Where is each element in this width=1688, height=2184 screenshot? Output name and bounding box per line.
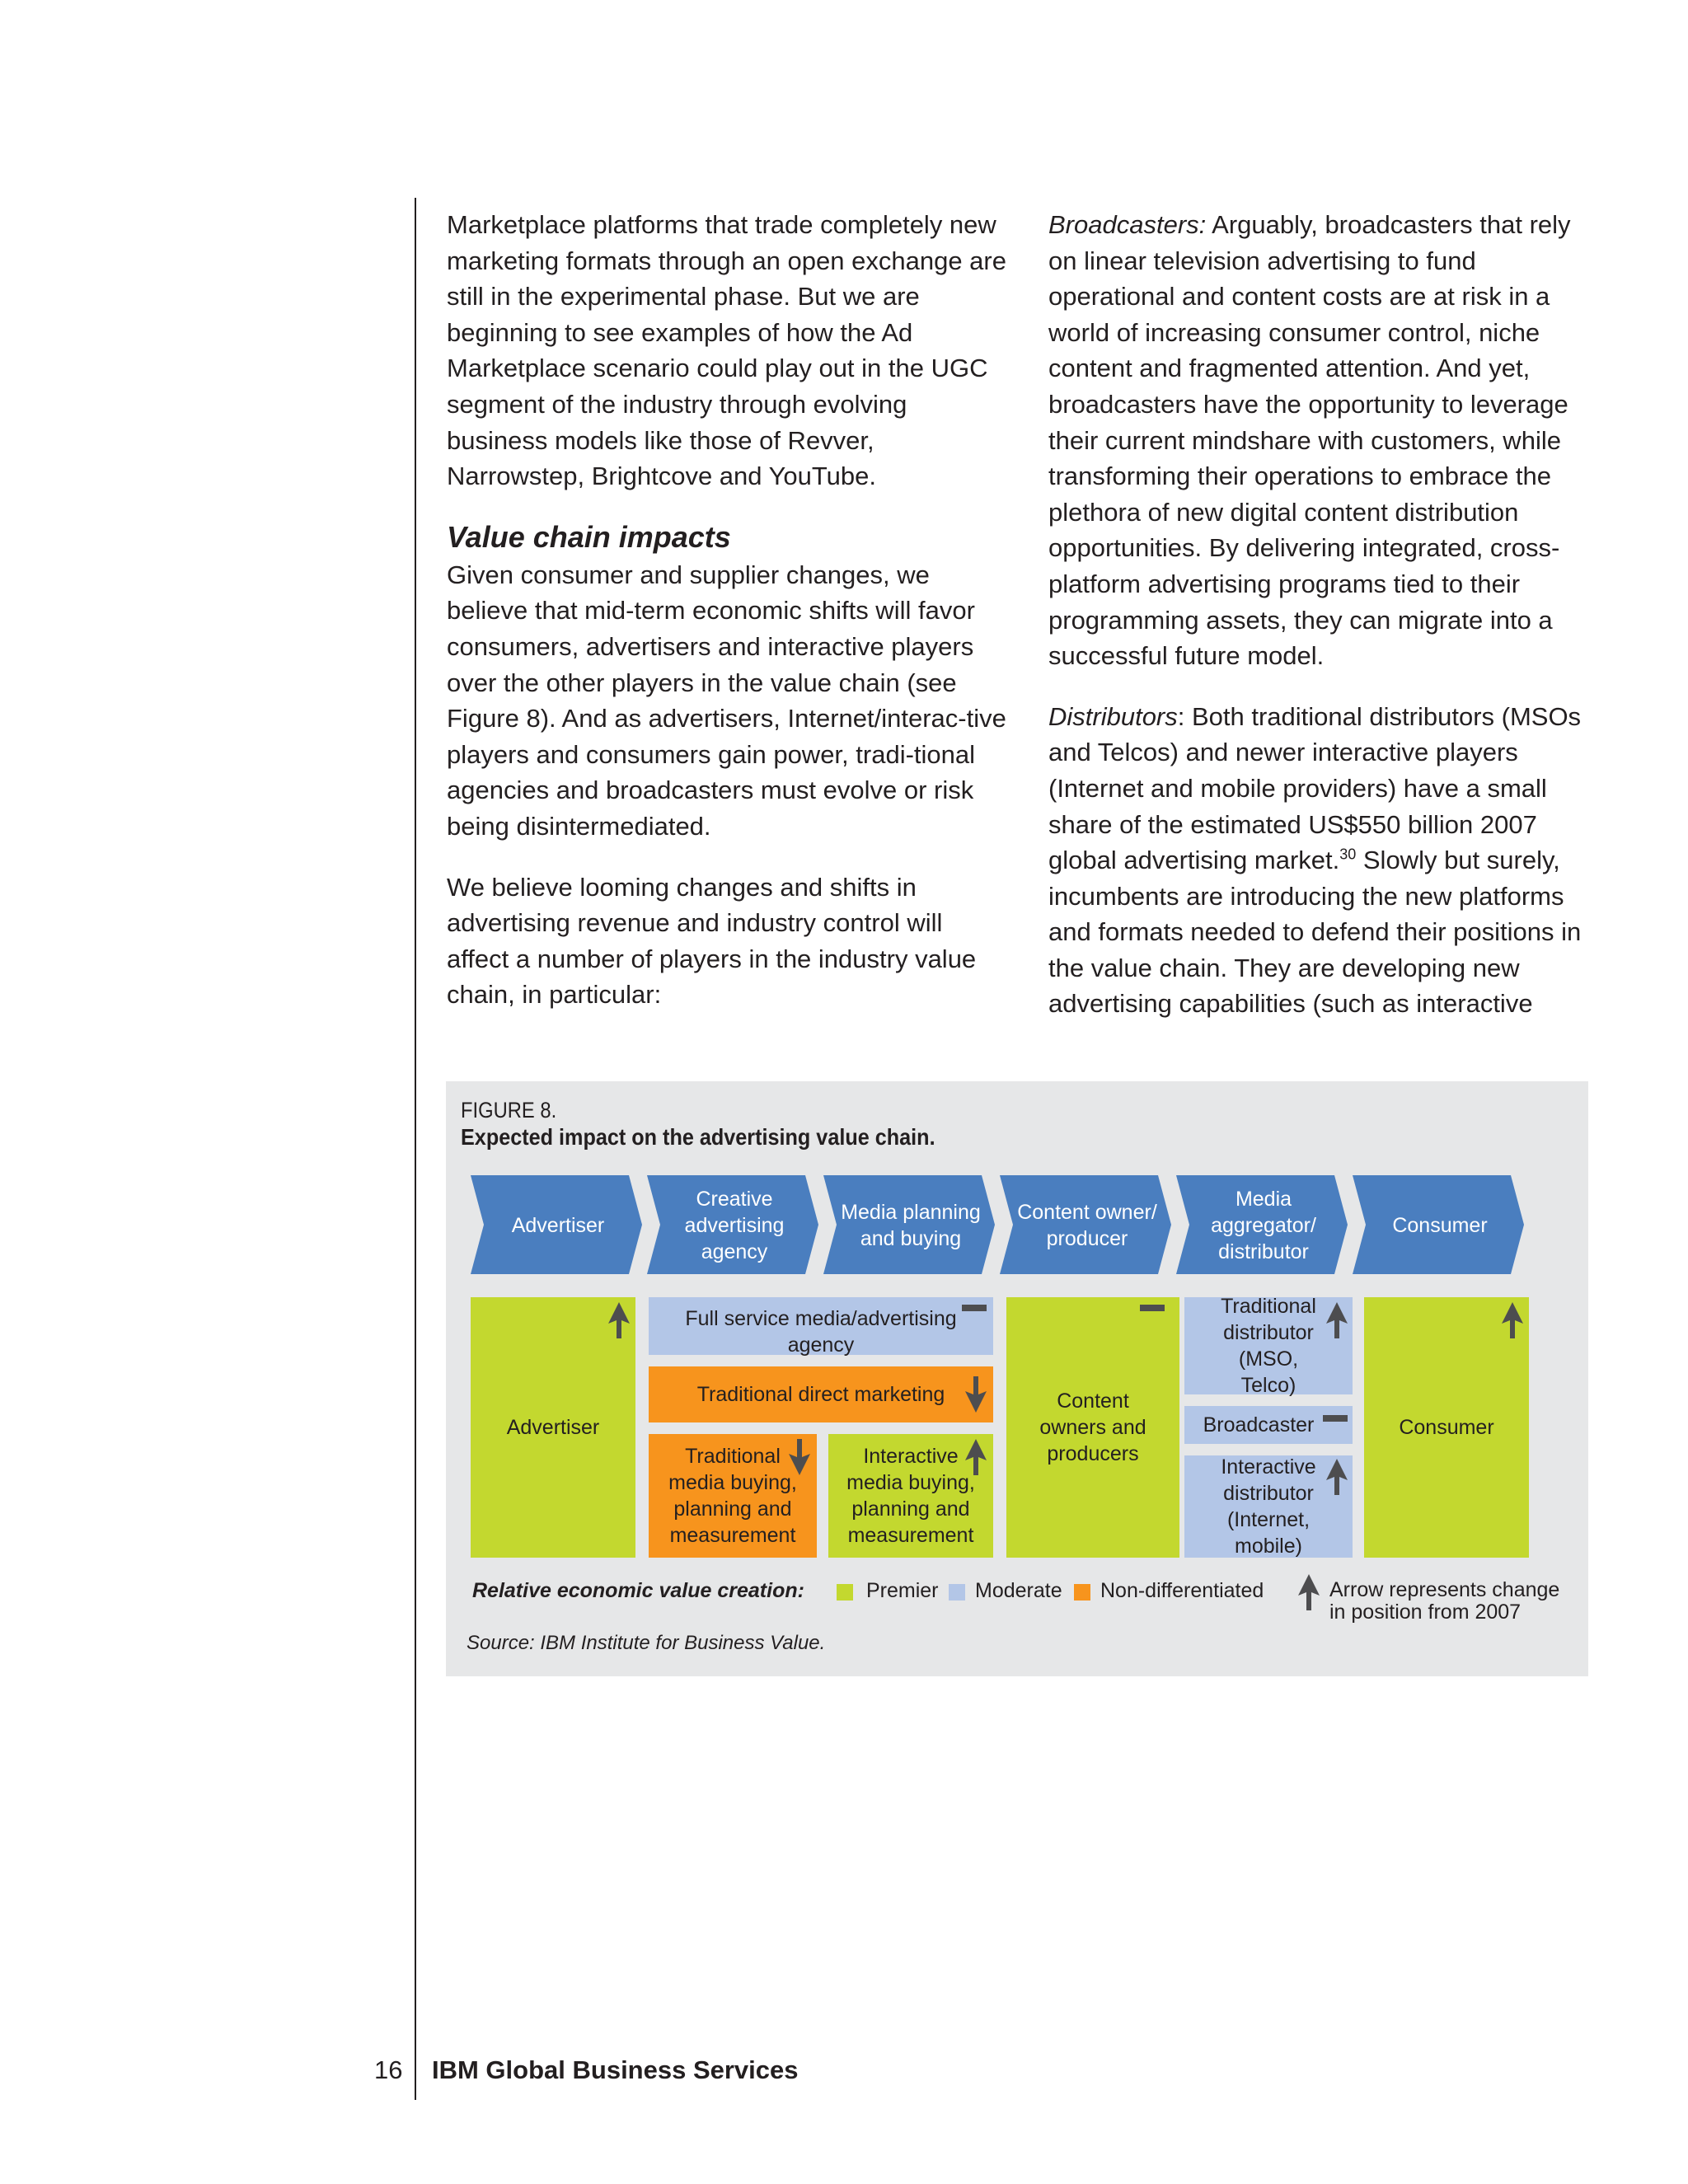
legend-premier: Premier (866, 1579, 939, 1602)
paragraph-distributors (1048, 699, 1592, 1022)
legend-swatch-premier (837, 1584, 853, 1601)
chevron-label: Media planning and buying (841, 1201, 981, 1250)
page-number: 16 (374, 2055, 403, 2084)
dash-icon (960, 1302, 988, 1314)
legend-swatch-moderate (949, 1584, 965, 1601)
legend-swatch-non-differentiated (1074, 1584, 1090, 1601)
box-consumer: Consumer (1364, 1297, 1529, 1558)
arrow-up-icon (1326, 1302, 1348, 1338)
legend-moderate: Moderate (975, 1579, 1062, 1602)
footer-publisher: IBM Global Business Services (432, 2055, 799, 2084)
arrow-down-icon (789, 1439, 810, 1475)
dash-icon (1138, 1302, 1166, 1314)
box-traditional-media: Traditional media buying, planning and measurement (649, 1434, 817, 1558)
figure-8 (446, 1081, 1588, 1676)
vertical-rule (415, 198, 416, 2100)
legend-lead: Relative economic value creation: (472, 1579, 804, 1602)
lead-term: Broadcasters: (1048, 210, 1207, 239)
chevron-label: Advertiser (511, 1214, 605, 1237)
box-content-owners: Content owners and producers (1006, 1297, 1179, 1558)
chevron-label: Content owner/ producer (1017, 1201, 1157, 1250)
legend-non-differentiated: Non-differentiated (1100, 1579, 1264, 1602)
arrow-up-icon (608, 1302, 630, 1338)
section-heading: Value chain impacts (447, 519, 731, 554)
chevron-label: Creative advertising agency (684, 1188, 785, 1263)
chevron-label: Consumer (1392, 1214, 1488, 1237)
arrow-up-icon (1502, 1302, 1523, 1338)
paragraph-body: : Both traditional distributors (MSOs and Telcos) and newer interactive players (Internet and mobile providers) have a small share of the estimated US$550 billion 2007 global advertising market. (1048, 701, 1582, 875)
paragraph: We believe looming changes and shifts in advertising revenue and industry control will affect a number of players in the industry value chain, in particular: (447, 872, 977, 1010)
legend (472, 1578, 1577, 1624)
figure-label: FIGURE 8. (461, 1098, 557, 1122)
box-traditional-distributor: Traditional distributor (MSO, Telco) (1184, 1297, 1353, 1394)
box-interactive-distributor: Interactive distributor (Internet, mobile) (1184, 1455, 1353, 1558)
legend-arrow-note: Arrow represents change in position from 2007 (1329, 1578, 1560, 1624)
figure-title: Expected impact on the advertising value chain. (461, 1124, 935, 1150)
chevron-stage (823, 1175, 995, 1274)
paragraph-body: Slowly but surely, incumbents are introducing the new platforms and formats needed to defend their positions in the value chain. They are developing new advertising capabilities (such as interactive (1048, 846, 1582, 1019)
paragraph-body: Arguably, broadcasters that rely on linear television advertising to fund operational and content costs are at risk in a world of increasing consumer control, niche content and fragmented attention. And yet, broadcasters have the opportunity to leverage their current mindshare with customers, while transforming their operations to embrace the plethora of new digital content distribution opportunities. By delivering integrated, cross-platform advertising programs tied to their programming assets, they can migrate into a successful future model. (1048, 210, 1571, 671)
arrow-down-icon (965, 1376, 987, 1413)
chevron-label: Media aggregator/ distributor (1211, 1188, 1316, 1263)
left-column (447, 207, 1007, 1038)
box-direct-marketing: Traditional direct marketing (649, 1366, 993, 1422)
lead-term: Distributors (1048, 701, 1178, 731)
box-broadcaster: Broadcaster (1184, 1406, 1353, 1444)
box-advertiser: Advertiser (471, 1297, 635, 1558)
arrow-up-icon (965, 1439, 987, 1475)
chevron-stage (1000, 1175, 1171, 1274)
right-column (1048, 207, 1592, 1047)
paragraph-broadcasters (1048, 207, 1592, 674)
figure-source: Source: IBM Institute for Business Value. (467, 1632, 826, 1654)
box-interactive-media: Interactive media buying, planning and measurement (828, 1434, 993, 1558)
arrow-up-icon (1326, 1459, 1348, 1495)
footnote-ref: 30 (1339, 846, 1357, 863)
value-chain-chevrons (471, 1174, 1575, 1277)
paragraph: Marketplace platforms that trade completely new marketing formats through an open exchange are still in the experimental phase. But we are beginning to see examples of how the Ad Marketplace scenario could play out in the UGC segment of the industry through evolving business models like those of Revver, Narrowstep, Brightcove and YouTube. (447, 210, 1006, 491)
paragraph: Given consumer and supplier changes, we believe that mid-term economic shifts will favor consumers, advertisers and interactive players over the other players in the value chain (see Figure 8). And as advertisers, Internet/interac-tive players and consumers gain power, tradi-tional agencies and broadcasters must evolve or risk being disintermediated. (447, 560, 1006, 841)
dash-icon (1321, 1413, 1349, 1424)
arrow-up-icon (1298, 1574, 1320, 1610)
box-full-service-agency: Full service media/advertising agency (649, 1297, 993, 1355)
